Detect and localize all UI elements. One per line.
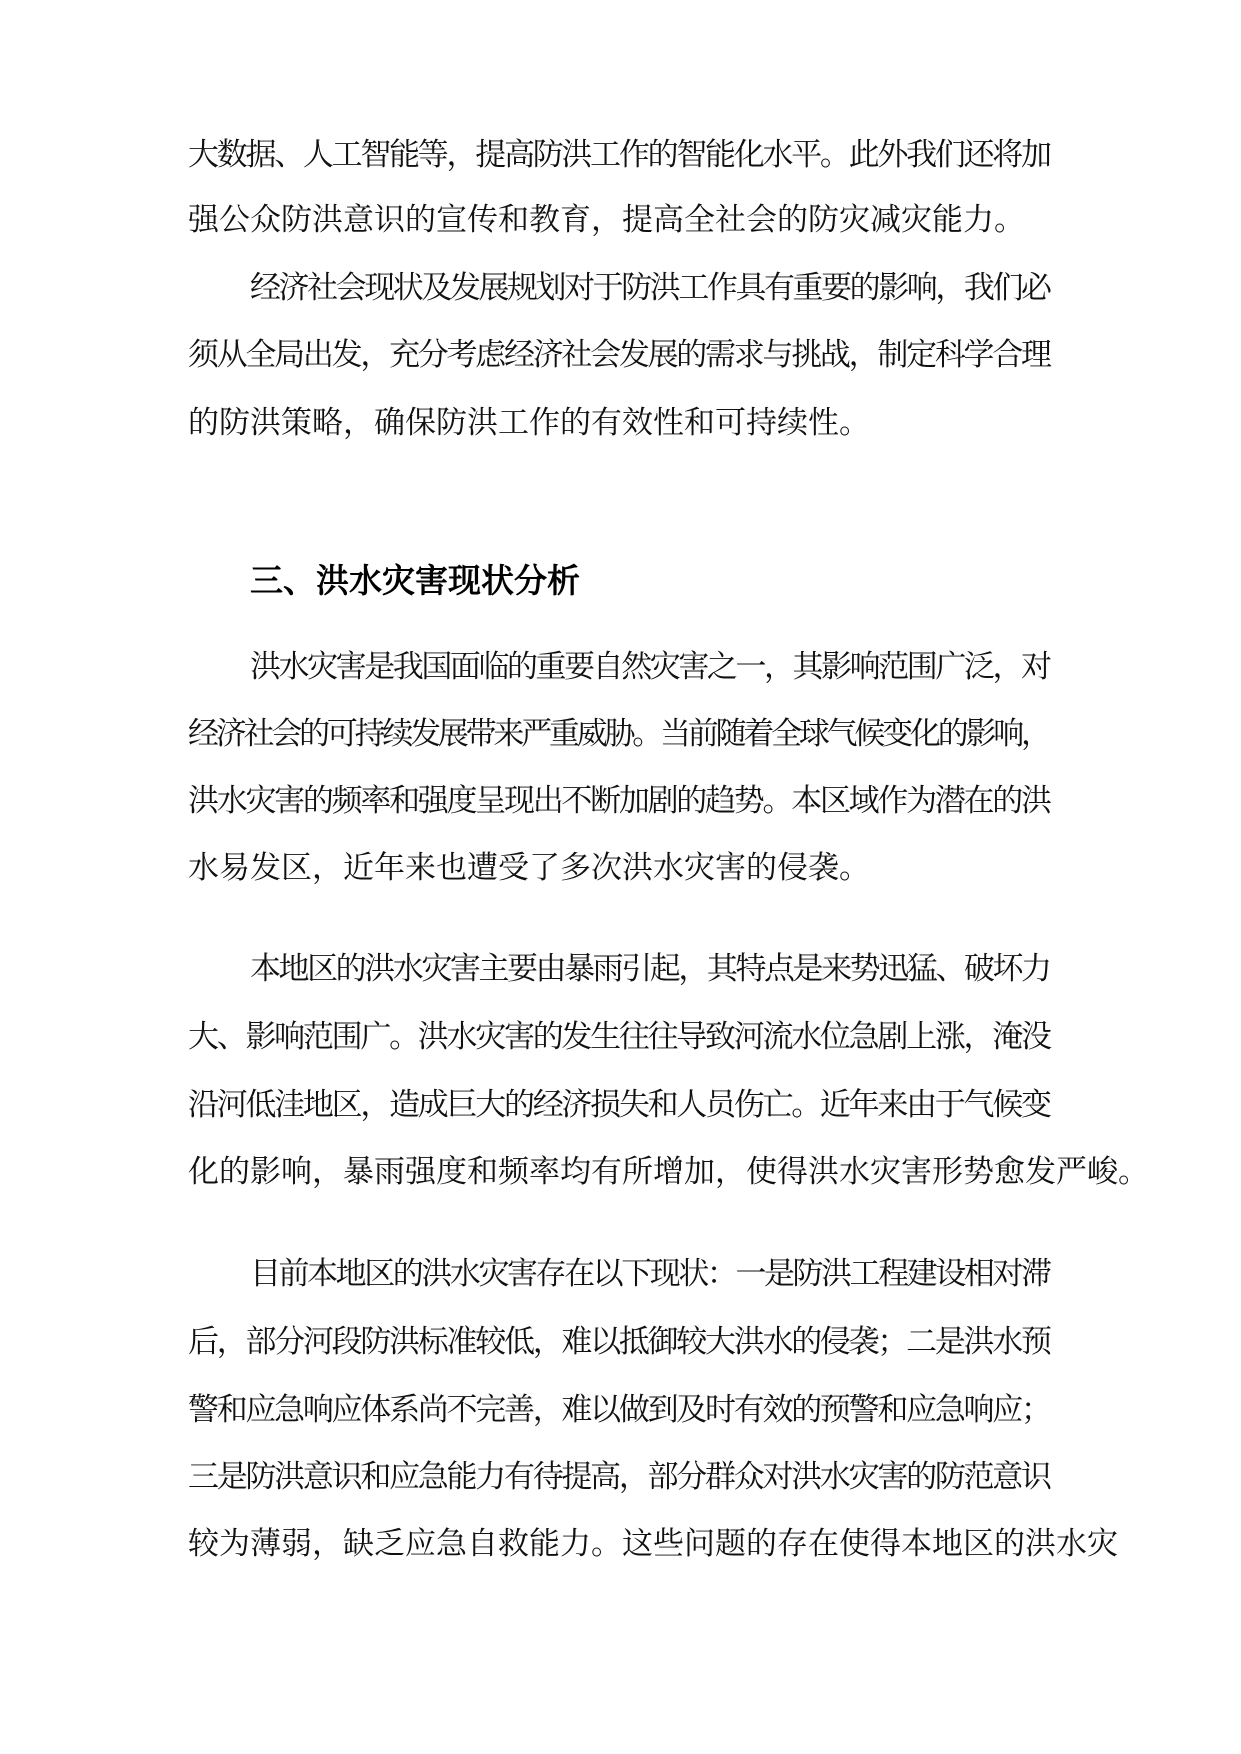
text-line: 警和应急响应体系尚不完善，难以做到及时有效的预警和应急响应； (188, 1392, 1050, 1428)
text-line: 较为薄弱，缺乏应急自救能力。这些问题的存在使得本地区的洪水灾 (188, 1526, 1118, 1562)
section-heading: 三、洪水灾害现状分析 (250, 561, 580, 600)
text-line: 三是防洪意识和应急能力有待提高，部分群众对洪水灾害的防范意识 (188, 1459, 1050, 1495)
text-line: 须从全局出发，充分考虑经济社会发展的需求与挑战，制定科学合理 (188, 337, 1050, 373)
text-line: 洪水灾害的频率和强度呈现出不断加剧的趋势。本区域作为潜在的洪 (188, 783, 1050, 819)
text-line: 的防洪策略，确保防洪工作的有效性和可持续性。 (188, 405, 870, 441)
text-line: 后，部分河段防洪标准较低，难以抵御较大洪水的侵袭；二是洪水预 (188, 1324, 1050, 1360)
text-line: 大、影响范围广。洪水灾害的发生往往导致河流水位急剧上涨，淹没 (188, 1019, 1050, 1055)
text-line: 大数据、人工智能等，提高防洪工作的智能化水平。此外我们还将加 (188, 137, 1050, 173)
text-line: 经济社会现状及发展规划对于防洪工作具有重要的影响，我们必 (250, 270, 1050, 306)
text-line: 强公众防洪意识的宣传和教育，提高全社会的防灾减灾能力。 (188, 202, 1025, 238)
text-line: 水易发区，近年来也遭受了多次洪水灾害的侵袭。 (188, 850, 870, 886)
text-line: 经济社会的可持续发展带来严重威胁。当前随着全球气候变化的影响， (188, 716, 1049, 752)
text-line: 本地区的洪水灾害主要由暴雨引起，其特点是来势迅猛、破坏力 (250, 951, 1050, 987)
text-line: 化的影响，暴雨强度和频率均有所增加，使得洪水灾害形势愈发严峻。 (188, 1154, 1149, 1190)
text-line: 目前本地区的洪水灾害存在以下现状：一是防洪工程建设相对滞 (250, 1256, 1050, 1292)
text-line: 洪水灾害是我国面临的重要自然灾害之一，其影响范围广泛，对 (250, 649, 1050, 685)
text-line: 沿河低洼地区，造成巨大的经济损失和人员伤亡。近年来由于气候变 (188, 1087, 1050, 1123)
